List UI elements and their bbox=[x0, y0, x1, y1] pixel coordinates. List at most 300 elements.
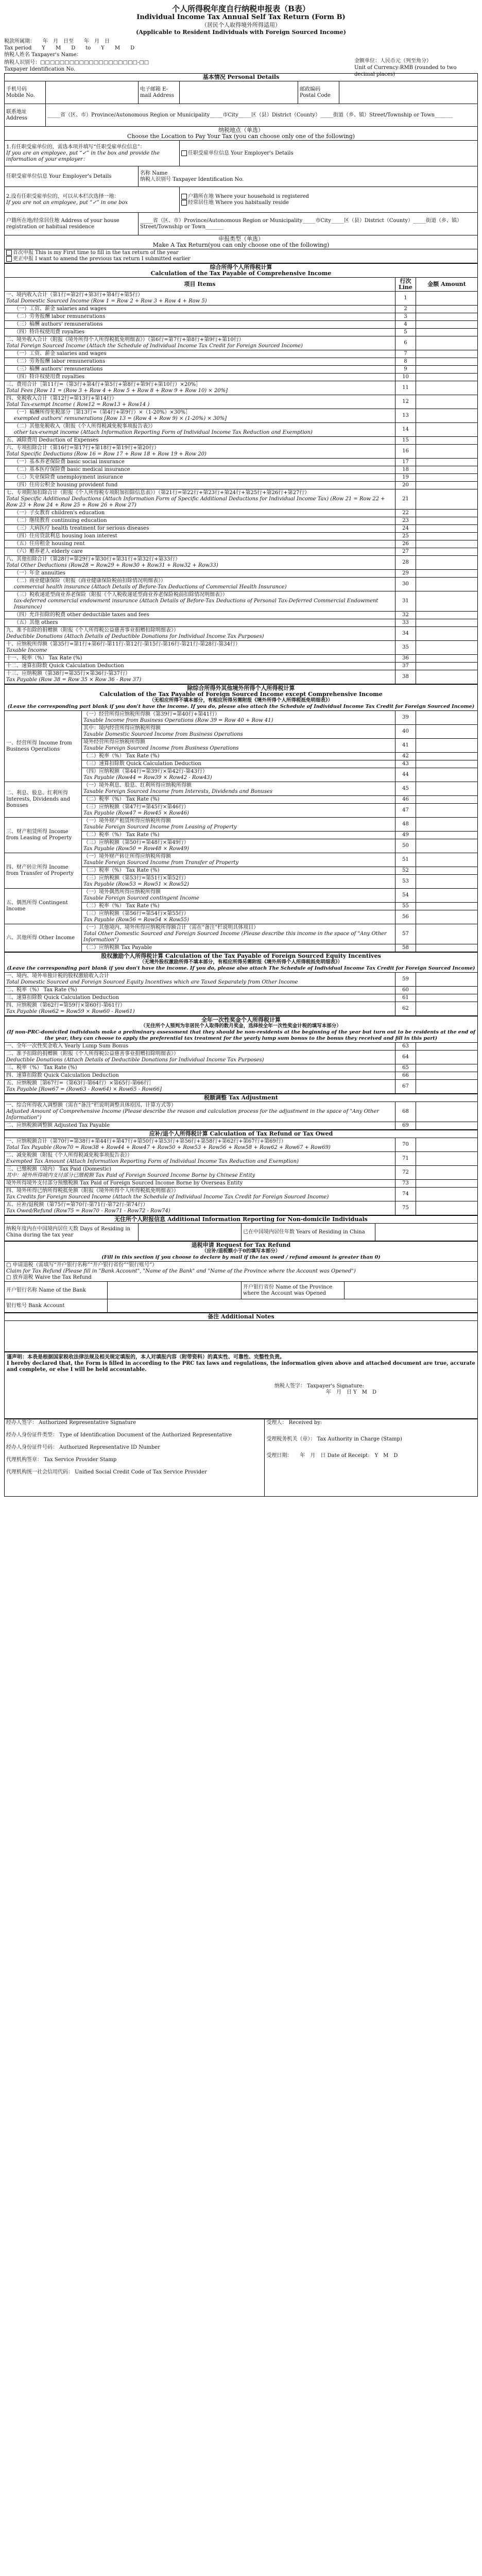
row-label-en: Total Domestic Sourced Income (Row 1 = Row 2 + Row 3 + Row 4 + Row 5) bbox=[6, 298, 207, 304]
row-item bbox=[82, 739, 395, 753]
row-item bbox=[5, 994, 395, 1002]
row-amount-field[interactable] bbox=[416, 381, 477, 395]
row-item bbox=[5, 548, 395, 556]
row-label: （一）境外财产转让所得应纳税所得额 bbox=[83, 854, 171, 859]
other-title-en: Calculation of the Tax Payable of Foreign Sourced Income except Comprehensive Income bbox=[99, 691, 383, 698]
row-line-number: 29 bbox=[395, 570, 416, 578]
row-line-number: 60 bbox=[395, 987, 416, 994]
row-item bbox=[5, 292, 395, 306]
row-amount-field[interactable] bbox=[416, 336, 477, 350]
nonres-title: 无住所个人附报信息 Additional Information Reporting for Non-domicile Individuals bbox=[5, 1216, 478, 1224]
declaration-date: 年 月 日 Y M D bbox=[326, 1389, 377, 1395]
row-amount-field[interactable] bbox=[416, 423, 477, 437]
row-amount-field[interactable] bbox=[416, 760, 477, 768]
table-row bbox=[5, 329, 478, 336]
table-row bbox=[5, 1188, 478, 1201]
row-label: （二）商业健康保险（附报《商业健康保险税前扣除情况明细表》） bbox=[14, 578, 166, 584]
row-amount-field[interactable] bbox=[416, 796, 477, 804]
row-line-number: 66 bbox=[395, 1072, 416, 1080]
row-amount-field[interactable] bbox=[416, 1152, 477, 1166]
row-label: 二、准予扣除的捐赠额（附报《个人所得税公益慈善事业捐赠扣除明细表》） bbox=[6, 1051, 179, 1057]
row-label: （一）经营所得应纳税所得额（第39行=第40行+第41行） bbox=[83, 711, 220, 717]
row-line-number: 41 bbox=[395, 739, 416, 753]
row-line-number: 7 bbox=[395, 350, 416, 358]
row-line-number: 65 bbox=[395, 1064, 416, 1072]
row-label: 二、应纳税额调整额 Adjusted Tax Payable bbox=[6, 1123, 110, 1128]
row-label: 一、境内、境外单独计税的股权激励收入合计 bbox=[6, 973, 109, 979]
row-amount-field[interactable] bbox=[416, 903, 477, 910]
row-amount-field[interactable] bbox=[416, 329, 477, 336]
table-row bbox=[5, 973, 478, 987]
calc-table bbox=[4, 1130, 478, 1215]
row-amount-field[interactable] bbox=[416, 804, 477, 818]
q2-text-en: If you are not an employee, put “✓” in one box bbox=[6, 199, 128, 206]
row-item bbox=[82, 818, 395, 832]
row-amount-field[interactable] bbox=[416, 466, 477, 474]
row-amount-field[interactable] bbox=[416, 358, 477, 366]
address-field[interactable]: _____省（区、市）Province/Autonomous Region or Municipality_____市City_____区（县）District（County）_____街道（乡、镇）Street/Township or Town_______ bbox=[46, 104, 478, 127]
col-item-header: 项目 Items bbox=[5, 278, 395, 292]
account-label: 银行账号 Bank Account bbox=[5, 1299, 108, 1313]
basic-info-table bbox=[4, 73, 478, 263]
row-line-number: 40 bbox=[395, 725, 416, 739]
row-label: 十三、应纳税额（第38行=第35行×第36行-第37行） bbox=[6, 671, 131, 676]
row-amount-field[interactable] bbox=[416, 839, 477, 853]
row-label: 五、减除费用 Deduction of Expenses bbox=[6, 437, 99, 443]
other-title: 除综合所得外其他境外所得个人所得税计算 bbox=[187, 685, 295, 691]
row-line-number: 46 bbox=[395, 796, 416, 804]
col-amount-header: 金额 Amount bbox=[416, 278, 477, 292]
row-amount-field[interactable] bbox=[416, 1080, 477, 1094]
row-item bbox=[5, 336, 395, 350]
tax-authority-stamp: 受理税务机关（章）： Tax Authority in Charge (Stamp) bbox=[266, 1436, 402, 1442]
row-amount-field[interactable] bbox=[416, 1064, 477, 1072]
row-amount-field[interactable] bbox=[416, 725, 477, 739]
years-field[interactable] bbox=[375, 1224, 478, 1241]
row-label: 一、境内收入合计（第1行=第2行+第3行+第4行+第5行） bbox=[6, 292, 143, 298]
filing-type-title: 申报类型（单选） bbox=[218, 235, 264, 242]
row-amount-field[interactable] bbox=[416, 306, 477, 313]
table-row bbox=[5, 1166, 478, 1180]
postcode-field[interactable] bbox=[339, 81, 478, 104]
row-amount-field[interactable] bbox=[416, 973, 477, 987]
row-line-number: 56 bbox=[395, 910, 416, 924]
table-row bbox=[5, 570, 478, 578]
table-row bbox=[5, 1138, 478, 1152]
row-item bbox=[82, 924, 395, 944]
row-amount-field[interactable] bbox=[416, 994, 477, 1002]
row-line-number: 75 bbox=[395, 1201, 416, 1215]
row-line-number: 69 bbox=[395, 1122, 416, 1130]
row-label-en: Adjusted Amount of Comprehensive Income (Please describe the reason and calculation process for the adjustment in the space of "Any Other Information") bbox=[6, 1109, 379, 1121]
table-row bbox=[5, 466, 478, 474]
form-subtitle: （居民个人取得境外所得适用） bbox=[201, 22, 281, 28]
row-label: （三）稿酬 authors' remunerations bbox=[14, 321, 103, 327]
row-item bbox=[5, 1166, 395, 1180]
comp-title: 综合所得个人所得税计算 bbox=[210, 264, 272, 270]
row-line-number: 4 bbox=[395, 321, 416, 329]
row-line-number: 36 bbox=[395, 655, 416, 663]
taxpayer-signature[interactable]: 纳税人签字： Taxpayer's Signature: bbox=[274, 1383, 364, 1389]
row-amount-field[interactable] bbox=[416, 987, 477, 994]
table-row bbox=[5, 556, 478, 570]
row-item bbox=[5, 321, 395, 329]
row-amount-field[interactable] bbox=[416, 591, 477, 612]
row-label-en: Tax Payable (Row47 = Row45 × Row46) bbox=[83, 810, 189, 816]
row-amount-field[interactable] bbox=[416, 517, 477, 525]
comp-rows bbox=[5, 292, 478, 684]
row-item bbox=[5, 329, 395, 336]
row-line-number: 17 bbox=[395, 459, 416, 466]
row-item bbox=[5, 591, 395, 612]
days-field[interactable] bbox=[139, 1224, 242, 1241]
row-amount-field[interactable] bbox=[416, 1043, 477, 1050]
row-amount-field[interactable] bbox=[416, 313, 477, 321]
refund-note: （应补/退税额小于0的填写本部分） bbox=[201, 1248, 281, 1254]
table-row bbox=[5, 358, 478, 366]
location-title: 纳税地点（单选） bbox=[218, 127, 264, 133]
currency-unit: 金额单位：人民币元（列至角分） bbox=[354, 58, 432, 64]
row-line-number: 44 bbox=[395, 768, 416, 782]
row-item bbox=[5, 1180, 395, 1188]
row-line-number: 68 bbox=[395, 1102, 416, 1122]
row-line-number: 49 bbox=[395, 832, 416, 839]
row-label-en: Tax Owed/Refund (Row75 = Row70 - Row71 - Row72 - Row74) bbox=[6, 1208, 170, 1214]
agent-id-type: 经办人身份证件类型： Type of Identification Document of the Authorized Representative bbox=[6, 1432, 232, 1438]
refund-option-waive[interactable]: □ 放弃退税 Waive the Tax Refund bbox=[6, 1275, 92, 1280]
row-label-en: Tax Payable (Row 38 = Row 35 × Row 36 - Row 37) bbox=[6, 677, 142, 683]
row-amount-field[interactable] bbox=[416, 867, 477, 875]
table-row bbox=[5, 489, 478, 510]
row-line-number: 45 bbox=[395, 782, 416, 796]
footer-table bbox=[4, 1419, 478, 1497]
row-amount-field[interactable] bbox=[416, 768, 477, 782]
row-label: （六）赡养老人 elderly care bbox=[14, 549, 83, 554]
row-amount-field[interactable] bbox=[416, 556, 477, 570]
row-label: 八、其他扣除合计（第28行=第29行+第30行+第31行+第32行+第33行） bbox=[6, 556, 181, 562]
row-label: （一）稿酬所得免税部分［第13行=（第4行+第9行）×（1-20%）×30%］ bbox=[14, 410, 191, 415]
row-label: 二、税率（%） Tax Rate (%) bbox=[6, 987, 77, 993]
row-amount-field[interactable] bbox=[416, 533, 477, 540]
row-amount-field[interactable] bbox=[416, 670, 477, 684]
row-amount-field[interactable] bbox=[416, 321, 477, 329]
employer-checkbox[interactable] bbox=[181, 150, 187, 156]
row-label-en: Total Specific Deductions (Row 16 = Row 17 + Row 18 + Row 19 + Row 20) bbox=[6, 451, 206, 457]
row-amount-field[interactable] bbox=[416, 1180, 477, 1188]
equity-table bbox=[4, 952, 478, 1016]
row-amount-field[interactable] bbox=[416, 350, 477, 358]
row-amount-field[interactable] bbox=[416, 459, 477, 466]
row-amount-field[interactable] bbox=[416, 437, 477, 445]
first-filing-checkbox[interactable] bbox=[6, 250, 12, 256]
row-item bbox=[5, 395, 395, 409]
table-row bbox=[5, 987, 478, 994]
table-row bbox=[5, 381, 478, 395]
row-amount-field[interactable] bbox=[416, 641, 477, 655]
comprehensive-income-table bbox=[4, 263, 478, 684]
adjust-rows bbox=[5, 1102, 478, 1130]
calc-title: 应补/退个人所得税计算 Calculation of Tax Refund or Tax Owed bbox=[5, 1130, 478, 1138]
row-amount-field[interactable] bbox=[416, 655, 477, 663]
row-amount-field[interactable] bbox=[416, 366, 477, 374]
email-field[interactable] bbox=[180, 81, 298, 104]
location-address-field[interactable]: _____省（区、市）Province/Autonomous Region or Municipality_____市City_____区（县）District（County）_____街道（乡、镇）Street/Township or Town_______ bbox=[139, 213, 478, 235]
row-amount-field[interactable] bbox=[416, 1002, 477, 1016]
row-amount-field[interactable] bbox=[416, 482, 477, 489]
row-amount-field[interactable] bbox=[416, 910, 477, 924]
row-amount-field[interactable] bbox=[416, 570, 477, 578]
row-amount-field[interactable] bbox=[416, 711, 477, 725]
row-amount-field[interactable] bbox=[416, 1050, 477, 1064]
bonus-note-en: (If non-PRC-domiciled individuals make a preliminary assessment that they should be non-residents at the beginning of the year but turn out to be residents at the end of the year, they can choose to apply the preferential tax treatment for the yearly lump sum bonus to the bonus they received and fill in this part) bbox=[6, 1029, 476, 1041]
row-amount-field[interactable] bbox=[416, 540, 477, 548]
row-item bbox=[5, 474, 395, 482]
row-line-number: 2 bbox=[395, 306, 416, 313]
refund-option-claim[interactable]: □ 申请退税（需填写“开户银行名称”“开户银行省份”“银行账号”） bbox=[6, 1262, 158, 1268]
table-row bbox=[5, 818, 478, 832]
address-label: 联系地址 Address bbox=[5, 104, 46, 127]
row-label: 四、应纳税额（第62行=第59行×第60行-第61行） bbox=[6, 1003, 126, 1008]
row-line-number: 59 bbox=[395, 973, 416, 987]
province-field[interactable] bbox=[345, 1282, 478, 1299]
province-label: 开户银行省份 Name of the Province where the Account was Opened bbox=[242, 1282, 345, 1299]
row-item bbox=[82, 711, 395, 725]
row-amount-field[interactable] bbox=[416, 924, 477, 944]
row-amount-field[interactable] bbox=[416, 619, 477, 627]
row-line-number: 24 bbox=[395, 525, 416, 533]
row-label: 一、全年一次性奖金收入 Yearly Lump Sum Bonus bbox=[6, 1043, 129, 1049]
row-label-en: Tax Credits for Foreign Sourced Income (Attach the Schedule of Individual Income Tax Credit for Foreign Sourced Income) bbox=[6, 1194, 329, 1200]
row-line-number: 43 bbox=[395, 760, 416, 768]
row-item bbox=[5, 663, 395, 670]
row-label: 七、专项附加扣除合计（附报《个人所得税专项附加扣除信息表》）（第21行=第22行+第23行+第24行+第25行+第26行+第27行） bbox=[6, 490, 310, 496]
row-item bbox=[5, 409, 395, 423]
row-label: 五、应纳税额［第67行=（第63行-第64行）×第65行-第66行］ bbox=[6, 1080, 154, 1086]
row-label: 三、费用合计［第11行=（第3行+第4行+第5行+第8行+第9行+第10行）×20%］ bbox=[6, 382, 201, 387]
household-checkbox[interactable] bbox=[181, 194, 187, 199]
table-row bbox=[5, 395, 478, 409]
row-amount-field[interactable] bbox=[416, 578, 477, 591]
row-label-en: Tax Payable (Row56 = Row54 × Row55) bbox=[83, 917, 189, 923]
row-label-en: Tax Payable (Row62 = Row59 × Row60 - Row61) bbox=[6, 1009, 135, 1014]
table-row bbox=[5, 619, 478, 627]
row-label-en: Taxable Domestic Sourced Income from Business Operations bbox=[83, 732, 243, 737]
row-label: 一、综合所得收入调整额（需在“备注”栏说明调整具体原因、计算方式等） bbox=[6, 1103, 177, 1108]
row-label-en: Total Other Deductions (Row28 = Row29 + Row30 + Row31 + Row32 + Row33) bbox=[6, 563, 218, 568]
row-line-number: 35 bbox=[395, 641, 416, 655]
table-row bbox=[5, 437, 478, 445]
row-amount-field[interactable] bbox=[416, 445, 477, 459]
row-label: （二）基本医疗保险费 basic medical insurance bbox=[14, 467, 130, 472]
row-line-number: 74 bbox=[395, 1188, 416, 1201]
declaration-table bbox=[4, 1352, 478, 1419]
row-line-number: 31 bbox=[395, 591, 416, 612]
refund-option-claim-en: Claim for Tax Refund (Please fill in "Bank Account", "Name of the Bank" and "Name of the Province where the Account was Opened") bbox=[6, 1268, 356, 1274]
received-by: 受理人： Received by: bbox=[266, 1420, 322, 1426]
habitual-checkbox[interactable] bbox=[181, 200, 187, 206]
row-amount-field[interactable] bbox=[416, 832, 477, 839]
table-row bbox=[5, 1043, 478, 1050]
row-line-number: 1 bbox=[395, 292, 416, 306]
mobile-field[interactable] bbox=[46, 81, 139, 104]
form-header bbox=[4, 4, 478, 36]
table-row bbox=[5, 1050, 478, 1064]
form-title: 个人所得税年度自行纳税申报表（B表） bbox=[172, 4, 310, 13]
agent-signature[interactable]: 经办人签字： Authorized Representative Signature bbox=[6, 1420, 136, 1426]
row-item bbox=[82, 804, 395, 818]
row-item bbox=[5, 350, 395, 358]
row-amount-field[interactable] bbox=[416, 292, 477, 306]
row-amount-field[interactable] bbox=[416, 853, 477, 867]
table-row bbox=[5, 1072, 478, 1080]
row-line-number: 22 bbox=[395, 510, 416, 517]
row-label-en: commercial health insurance (Attach Details of Before-Tax Deductions of Commercial Health Insurance) bbox=[14, 584, 287, 590]
table-row bbox=[5, 540, 478, 548]
row-amount-field[interactable] bbox=[416, 525, 477, 533]
row-line-number: 39 bbox=[395, 711, 416, 725]
row-label-en: Tax Payable (Row50 = Row48 × Row49) bbox=[83, 846, 189, 852]
row-amount-field[interactable] bbox=[416, 374, 477, 381]
row-amount-field[interactable] bbox=[416, 944, 477, 952]
days-label: 纳税年度内在中国境内居住天数 Days of Residing in China during the tax year bbox=[5, 1224, 139, 1241]
table-row bbox=[5, 853, 478, 867]
row-item bbox=[5, 466, 395, 474]
bank-field[interactable] bbox=[108, 1282, 242, 1299]
row-line-number: 27 bbox=[395, 548, 416, 556]
row-item bbox=[82, 725, 395, 739]
row-amount-field[interactable] bbox=[416, 889, 477, 903]
row-label-en: Tax Payable (Row53 = Row51 × Row52) bbox=[83, 882, 189, 887]
row-label: 三、速算扣除数 Quick Calculation Deduction bbox=[6, 995, 119, 1001]
row-amount-field[interactable] bbox=[416, 627, 477, 641]
table-row bbox=[5, 306, 478, 313]
row-label: 十二、速算扣除数 Quick Calculation Deduction bbox=[6, 663, 124, 669]
row-item bbox=[5, 374, 395, 381]
row-amount-field[interactable] bbox=[416, 474, 477, 482]
row-amount-field[interactable] bbox=[416, 510, 477, 517]
row-amount-field[interactable] bbox=[416, 1072, 477, 1080]
row-amount-field[interactable] bbox=[416, 1166, 477, 1180]
row-item bbox=[82, 867, 395, 875]
filing-type-title-en: Make A Tax Return(you can only choose one of the following) bbox=[152, 242, 330, 248]
row-label: 境外经营所得应纳税所得额 bbox=[83, 739, 145, 745]
table-row bbox=[5, 366, 478, 374]
row-label-en: Taxable Foreign Sourced contingent Income bbox=[83, 895, 199, 901]
row-item bbox=[5, 525, 395, 533]
postcode-label: 邮政编码 Postal Code bbox=[298, 81, 339, 104]
row-line-number: 23 bbox=[395, 517, 416, 525]
comp-title-en: Calculation of the Tax Payable of Comprehensive Income bbox=[150, 270, 332, 277]
row-label: （一）境外偶然所得应纳税所得额 bbox=[83, 889, 161, 895]
first-filing-label: 首次申报 This is my First time to fill in the tax return of the year bbox=[13, 250, 179, 256]
location-title-en: Choose the Location to Pay Your Tax (you can choose only one of the following) bbox=[127, 133, 355, 140]
row-amount-field[interactable] bbox=[416, 875, 477, 889]
row-item bbox=[5, 459, 395, 466]
row-amount-field[interactable] bbox=[416, 663, 477, 670]
row-item bbox=[5, 987, 395, 994]
row-line-number: 53 bbox=[395, 875, 416, 889]
remark-title: 备注 Additional Notes bbox=[5, 1313, 478, 1321]
row-item bbox=[5, 655, 395, 663]
row-amount-field[interactable] bbox=[416, 612, 477, 619]
equity-rows bbox=[5, 973, 478, 1016]
remark-field[interactable] bbox=[5, 1321, 478, 1352]
row-amount-field[interactable] bbox=[416, 782, 477, 796]
q1-text-en: If you are an employee, put “✓” in the box and provide the information of your employer： bbox=[6, 150, 160, 162]
amend-filing-checkbox[interactable] bbox=[6, 256, 12, 262]
row-item bbox=[82, 910, 395, 924]
row-item bbox=[5, 578, 395, 591]
row-label: 十一、税率（%） Tax Rate (%) bbox=[6, 655, 82, 661]
table-row bbox=[5, 1201, 478, 1215]
equity-note-en: (Leave the corresponding part blank if you don't have the income. If you do, please also attach The Schedule of Individual Income Tax Credit for Foreign Sourced Income) bbox=[7, 965, 475, 971]
row-label: 三、已缴税额（境内） Tax Paid (Domestic) bbox=[6, 1166, 112, 1172]
row-label: （二）税率（%） Tax Rate (%) bbox=[83, 753, 160, 759]
row-line-number: 47 bbox=[395, 804, 416, 818]
refund-note-en: (Fill in this section if you choose to declare by mail if the tax owed / refund amount is greater than 0) bbox=[101, 1255, 381, 1260]
account-field[interactable] bbox=[108, 1299, 478, 1313]
row-label: （三）稿酬 authors' remunerations bbox=[14, 366, 103, 372]
row-amount-field[interactable] bbox=[416, 1201, 477, 1215]
row-item bbox=[82, 853, 395, 867]
row-line-number: 34 bbox=[395, 627, 416, 641]
row-label: （二）应纳税额 Tax Payable bbox=[83, 945, 152, 951]
row-label-en: Total Foreign Sourced Income (Attach the Schedule of Individual Income Tax Credit for Foreign Sourced Income) bbox=[6, 343, 303, 349]
row-line-number: 10 bbox=[395, 374, 416, 381]
table-row bbox=[5, 889, 478, 903]
row-amount-field[interactable] bbox=[416, 489, 477, 510]
bank-label: 开户银行名称 Name of the Bank bbox=[5, 1282, 108, 1299]
tax-return-form bbox=[4, 0, 478, 1497]
row-item bbox=[82, 782, 395, 796]
row-item bbox=[82, 832, 395, 839]
row-label-en: Total Domestic Sourced and Foreign Sourced Equity Incentives which are Taxed Separately from Other Income bbox=[6, 979, 298, 985]
email-label: 电子邮箱 E-mail Address bbox=[139, 81, 180, 104]
row-amount-field[interactable] bbox=[416, 753, 477, 760]
row-item bbox=[82, 753, 395, 760]
tin-label: 纳税人识别号：□□□□□□□□□□□□□□□□□□□□-□□ bbox=[4, 60, 149, 65]
row-line-number: 20 bbox=[395, 482, 416, 489]
bonus-rows bbox=[5, 1043, 478, 1094]
table-row bbox=[5, 1152, 478, 1166]
row-amount-field[interactable] bbox=[416, 548, 477, 556]
row-line-number: 8 bbox=[395, 358, 416, 366]
row-amount-field[interactable] bbox=[416, 1122, 477, 1130]
table-row bbox=[5, 1064, 478, 1072]
row-amount-field[interactable] bbox=[416, 818, 477, 832]
table-row bbox=[5, 350, 478, 358]
row-amount-field[interactable] bbox=[416, 1102, 477, 1122]
adjust-table bbox=[4, 1094, 478, 1130]
row-label-en: other tax-exempt income (Attach Information Reporting Form of Individual Income Tax Reduction and Exemption) bbox=[14, 430, 313, 435]
row-line-number: 67 bbox=[395, 1080, 416, 1094]
row-line-number: 13 bbox=[395, 409, 416, 423]
table-row bbox=[5, 336, 478, 350]
row-label: （五）住房租金 housing rent bbox=[14, 541, 85, 547]
row-amount-field[interactable] bbox=[416, 739, 477, 753]
row-amount-field[interactable] bbox=[416, 1188, 477, 1201]
remark-table bbox=[4, 1313, 478, 1352]
row-label: 一、应纳税额合计（第70行=第38行+第44行+第47行+第50行+第53行+第56行+第58行+第62行+第67行+第69行） bbox=[6, 1139, 286, 1144]
table-row bbox=[5, 782, 478, 796]
declaration-text-en: I hereby declared that, the Form is filled in according to the PRC tax laws and regulations, the information given above and attached document are true, accurate and complete, or else I will be held accountable. bbox=[7, 1361, 475, 1372]
row-line-number: 73 bbox=[395, 1180, 416, 1188]
row-amount-field[interactable] bbox=[416, 395, 477, 409]
row-item bbox=[5, 366, 395, 374]
row-amount-field[interactable] bbox=[416, 409, 477, 423]
row-line-number: 57 bbox=[395, 924, 416, 944]
row-amount-field[interactable] bbox=[416, 1138, 477, 1152]
